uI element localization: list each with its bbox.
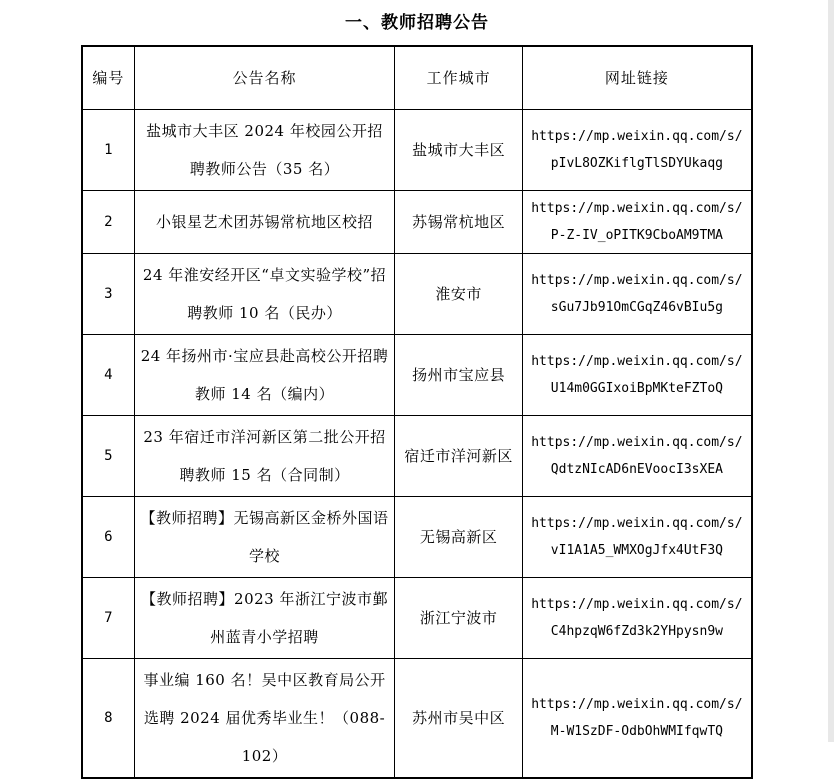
row-5-city-text: 宿迁市洋河新区 — [404, 447, 513, 465]
recruitment-announcement-table — [81, 45, 753, 779]
table-row — [82, 658, 752, 778]
row-6-id-text: 6 — [104, 528, 113, 545]
table-row — [82, 415, 752, 496]
row-4-id-text: 4 — [104, 366, 113, 383]
cell-url-link — [522, 658, 752, 778]
cell-announcement-name — [134, 577, 395, 658]
cell-work-city — [395, 190, 522, 253]
row-6-name-text: 【教师招聘】无锡高新区金桥外国语学校 — [140, 508, 389, 565]
row-4-city-text: 扬州市宝应县 — [412, 366, 506, 384]
cell-url-link — [522, 109, 752, 190]
cell-row-number — [82, 334, 134, 415]
cell-url-link — [522, 190, 752, 253]
row-4-url-text: https://mp.weixin.qq.com/s/U14m0GGIxoiBpMKteFZToQ — [531, 353, 743, 396]
cell-work-city — [395, 658, 522, 778]
row-1-name-text: 盐城市大丰区 2024 年校园公开招聘教师公告（35 名） — [146, 121, 383, 178]
row-1-city-text: 盐城市大丰区 — [412, 141, 506, 159]
row-8-id-text: 8 — [104, 709, 113, 726]
cell-work-city — [395, 109, 522, 190]
row-2-url-text: https://mp.weixin.qq.com/s/P-Z-IV_oPITK9CboAM9TMA — [531, 200, 743, 243]
column-header-id: 编号 — [82, 46, 134, 109]
cell-announcement-name — [134, 109, 395, 190]
row-3-name-text: 24 年淮安经开区“卓文实验学校”招聘教师 10 名（民办） — [142, 265, 387, 322]
cell-work-city — [395, 496, 522, 577]
row-4-name-text: 24 年扬州市·宝应县赴高校公开招聘教师 14 名（编内） — [140, 346, 389, 403]
cell-work-city — [395, 577, 522, 658]
scrollbar-track[interactable] — [828, 0, 834, 742]
column-header-announcement-name: 公告名称 — [134, 46, 395, 109]
cell-announcement-name — [134, 190, 395, 253]
row-8-url-text: https://mp.weixin.qq.com/s/M-W1SzDF-OdbOhWMIfqwTQ — [531, 696, 743, 739]
cell-announcement-name — [134, 496, 395, 577]
row-6-url-text: https://mp.weixin.qq.com/s/vI1A1A5_WMXOgJfx4UtF3Q — [531, 515, 743, 558]
table-row — [82, 496, 752, 577]
row-2-city-text: 苏锡常杭地区 — [412, 213, 506, 231]
cell-announcement-name — [134, 334, 395, 415]
cell-row-number — [82, 496, 134, 577]
cell-url-link — [522, 415, 752, 496]
row-2-name-text: 小银星艺术团苏锡常杭地区校招 — [156, 212, 374, 231]
row-5-name-text: 23 年宿迁市洋河新区第二批公开招聘教师 15 名（合同制） — [143, 427, 386, 484]
row-6-city-text: 无锡高新区 — [419, 528, 498, 546]
row-7-name-text: 【教师招聘】2023 年浙江宁波市鄞州蓝青小学招聘 — [141, 589, 388, 646]
cell-row-number — [82, 658, 134, 778]
row-5-id-text: 5 — [104, 447, 113, 464]
row-3-city-text: 淮安市 — [435, 285, 482, 303]
cell-announcement-name — [134, 415, 395, 496]
cell-announcement-name — [134, 658, 395, 778]
table-row — [82, 253, 752, 334]
row-1-url-text: https://mp.weixin.qq.com/s/pIvL8OZKiflgTlSDYUkaqg — [531, 128, 743, 171]
row-5-url-text: https://mp.weixin.qq.com/s/QdtzNIcAD6nEVoocI3sXEA — [531, 434, 743, 477]
table-row — [82, 334, 752, 415]
cell-row-number — [82, 577, 134, 658]
cell-announcement-name — [134, 253, 395, 334]
cell-row-number — [82, 190, 134, 253]
table-row — [82, 109, 752, 190]
column-header-work-city: 工作城市 — [395, 46, 522, 109]
cell-work-city — [395, 253, 522, 334]
cell-work-city — [395, 415, 522, 496]
row-7-city-text: 浙江宁波市 — [419, 609, 498, 627]
table-header-row — [82, 46, 752, 109]
row-8-city-text: 苏州市吴中区 — [412, 709, 506, 727]
row-7-id-text: 7 — [104, 609, 113, 626]
cell-url-link — [522, 253, 752, 334]
row-7-url-text: https://mp.weixin.qq.com/s/C4hpzqW6fZd3k2YHpysn9w — [531, 596, 743, 639]
cell-url-link — [522, 577, 752, 658]
row-3-url-text: https://mp.weixin.qq.com/s/sGu7Jb91OmCGqZ46vBIu5g — [531, 272, 743, 315]
table-row — [82, 577, 752, 658]
cell-url-link — [522, 496, 752, 577]
cell-row-number — [82, 415, 134, 496]
row-2-id-text: 2 — [104, 213, 113, 230]
row-3-id-text: 3 — [104, 285, 113, 302]
cell-url-link — [522, 334, 752, 415]
cell-row-number — [82, 253, 134, 334]
page-title: 一、教师招聘公告 — [345, 13, 489, 33]
row-8-name-text: 事业编 160 名！吴中区教育局公开选聘 2024 届优秀毕业生！（088-102） — [143, 670, 386, 765]
row-1-id-text: 1 — [104, 141, 113, 158]
cell-work-city — [395, 334, 522, 415]
cell-row-number — [82, 109, 134, 190]
table-row — [82, 190, 752, 253]
column-header-url-link: 网址链接 — [522, 46, 752, 109]
